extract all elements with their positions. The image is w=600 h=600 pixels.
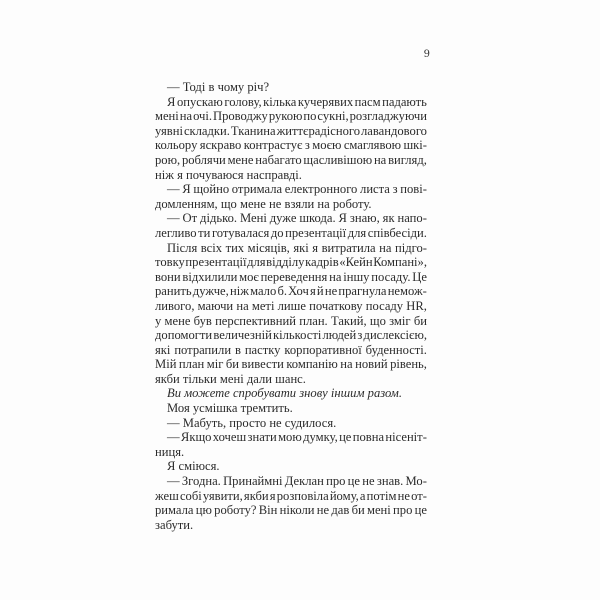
text-line: вони відхилили моє переведення на іншу посаду. Це (155, 269, 427, 284)
text-line: кольору яскраво контрастує з моєю смаглявою шкі- (155, 138, 427, 153)
text-line: Після всіх тих місяців, які я витратила на підго- (167, 240, 427, 255)
text-line: — От дідько. Мені дуже шкода. Я знаю, як напо- (167, 211, 427, 226)
text-line: уявні складки. Тканина життєрадісного лавандового (155, 123, 427, 138)
text-line: які потрапили в пастку корпоративної буденності. (155, 342, 427, 357)
text-line: допомогти величезній кількості людей з дислексією, (155, 328, 427, 343)
text-line: ніж я почуваюся насправді. (155, 167, 302, 182)
text-line: у мене був перспективний план. Такий, що зміг би (155, 313, 427, 328)
text-line: Ви можете спробувати знову іншим разом. (167, 386, 402, 401)
text-line: Я опускаю голову, кілька кучерявих пасм падають (167, 94, 427, 109)
text-line: — Якщо хочеш знати мою думку, це повна нісеніт- (167, 430, 427, 445)
text-line: ранить дужче, ніж мало б. Хоч я й не прагнула немож- (155, 284, 427, 299)
text-line: легливо ти готувалася до презентації для співбесіди. (155, 225, 427, 240)
text-line: мені на очі. Проводжу рукою по сукні, розгладжуючи (155, 109, 427, 124)
text-line: — Мабуть, просто не судилося. (167, 415, 337, 430)
text-line: товку презентації для відділу кадрів «Кейн Компані», (155, 255, 427, 270)
text-line: жеш собі уявити, якби я розповіла йому, а потім не от- (155, 488, 427, 503)
text-line: Мій план міг би вивести компанію на новий рівень, (155, 357, 427, 372)
text-line: — Згодна. Принаймні Деклан про це не знав. Мо- (167, 474, 427, 489)
text-line: Я сміюся. (167, 459, 220, 474)
text-line: римала цю роботу? Він ніколи не дав би мені про це (155, 503, 427, 518)
text-line: ниця. (155, 444, 185, 459)
text-line: — Тоді в чому річ? (167, 80, 270, 94)
page-number: 9 (423, 49, 430, 60)
text-line: ливого, маючи на меті лише початкову посаду HR, (155, 298, 427, 313)
text-line: рою, роблячи мене набагато щасливішою на вигляд, (155, 152, 427, 167)
body-text (155, 80, 427, 532)
text-line: — Я щойно отримала електронного листа з пові- (167, 182, 427, 197)
text-line: домленням, що мене не взяли на роботу. (155, 196, 372, 211)
text-line: якби тільки мені дали шанс. (155, 371, 306, 386)
text-line: забути. (155, 517, 194, 532)
text-line: Моя усмішка тремтить. (167, 401, 293, 416)
